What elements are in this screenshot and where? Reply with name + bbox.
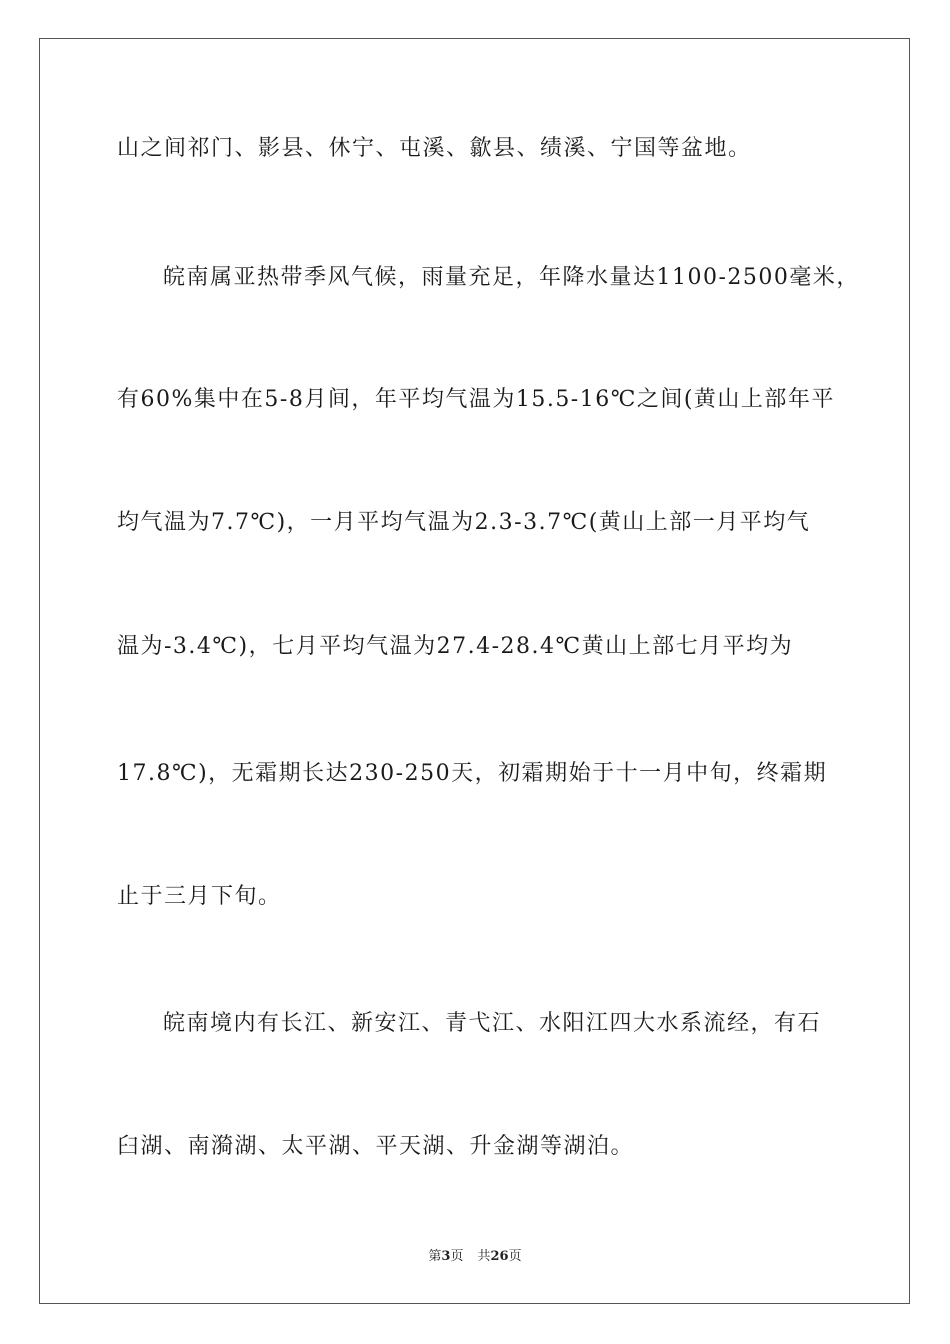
footer-page-number: 3 <box>441 1249 451 1264</box>
text-line-3: 有60%集中在5-8月间，年平均气温为15.5-16℃之间(黄山上部年平 <box>117 387 835 412</box>
text-line-6: 17.8℃)，无霜期长达230-250天，初霜期始于十一月中旬，终霜期 <box>117 761 828 786</box>
text-line-2: 皖南属亚热带季风气候，雨量充足，年降水量达1100-2500毫米， <box>163 265 860 290</box>
footer-total-prefix: 共 <box>477 1249 491 1264</box>
text-line-8: 皖南境内有长江、新安江、青弋江、水阳江四大水系流经，有石 <box>163 1011 822 1036</box>
text-line-4: 均气温为7.7℃)，一月平均气温为2.3-3.7℃(黄山上部一月平均气 <box>117 510 811 535</box>
page-frame <box>39 38 910 1304</box>
footer-page-suffix: 页 <box>450 1249 464 1264</box>
footer-page-prefix: 第 <box>428 1249 442 1264</box>
footer-total-suffix: 页 <box>508 1249 522 1264</box>
text-line-7: 止于三月下旬。 <box>117 884 282 909</box>
page-footer <box>0 1248 950 1266</box>
footer-total-pages: 26 <box>490 1249 509 1264</box>
text-line-1: 山之间祁门、影县、休宁、屯溪、歙县、绩溪、宁国等盆地。 <box>117 136 752 161</box>
text-line-5: 温为-3.4℃)，七月平均气温为27.4-28.4℃黄山上部七月平均为 <box>117 634 794 659</box>
text-line-9: 臼湖、南漪湖、太平湖、平天湖、升金湖等湖泊。 <box>117 1134 635 1159</box>
